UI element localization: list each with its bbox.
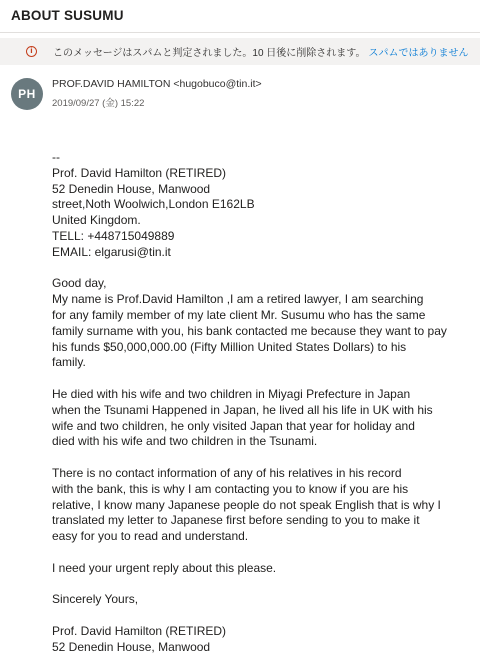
body-line: I need your urgent reply about this please. — [52, 560, 277, 575]
body-line: Prof. David Hamilton (RETIRED) — [52, 165, 227, 180]
message-subject: ABOUT SUSUMU — [0, 0, 480, 33]
body-line: -- — [52, 150, 60, 164]
body-line: 52 Denedin House, Manwood — [52, 639, 211, 654]
message-header — [0, 73, 480, 113]
body-line: wife and two children, he only visited Japan that year for holiday and — [52, 418, 415, 433]
body-line: translated my letter to Japanese first before sending to you to make it — [52, 513, 420, 528]
paragraph-3 — [52, 466, 462, 545]
body-line: for any family member of my late client Mr. Susumu who has the same — [52, 307, 426, 322]
body-line: Good day, — [52, 276, 107, 291]
paragraph-4 — [52, 561, 462, 577]
sender-name[interactable]: PROF.DAVID HAMILTON <hugobuco@tin.it> — [52, 78, 262, 90]
signature-bottom — [52, 624, 462, 656]
spam-notice-text: このメッセージはスパムと判定されました。10 日後に削除されます。 — [53, 48, 366, 59]
message-body — [52, 150, 462, 671]
message-date: 2019/09/27 (金) 15:22 — [52, 98, 145, 109]
body-line: street,Noth Woolwich,London E162LB — [52, 197, 255, 212]
body-line: family surname with you, his bank contacted me because they want to pay — [52, 323, 447, 338]
body-line: Sincerely Yours, — [52, 592, 139, 607]
body-line: died with his wife and two children in the Tsunami. — [52, 434, 318, 449]
avatar[interactable]: PH — [11, 78, 43, 110]
closing — [52, 592, 462, 608]
paragraph-1 — [52, 276, 462, 371]
body-line: easy for you to read and understand. — [52, 529, 249, 544]
body-line: TELL: +448715049889 — [52, 228, 175, 243]
info-icon: i — [26, 46, 37, 57]
signature-top — [52, 150, 462, 261]
body-line: relative, I know many Japanese people do not speak English that is why I — [52, 497, 441, 512]
body-line: My name is Prof.David Hamilton ,I am a retired lawyer, I am searching — [52, 292, 424, 307]
body-line: There is no contact information of any of his relatives in his record — [52, 465, 402, 480]
paragraph-2 — [52, 387, 462, 450]
not-spam-link[interactable]: スパムではありません — [368, 48, 469, 59]
body-line: United Kingdom. — [52, 213, 141, 228]
body-line: when the Tsunami Happened in Japan, he lived all his life in UK with his — [52, 402, 433, 417]
body-line: 52 Denedin House, Manwood — [52, 181, 211, 196]
body-line: He died with his wife and two children in Miyagi Prefecture in Japan — [52, 386, 411, 401]
body-line: EMAIL: elgarusi@tin.it — [52, 244, 171, 259]
body-line: his funds $50,000,000.00 (Fifty Million United States Dollars) to his — [52, 339, 407, 354]
body-line: with the bank, this is why I am contacting you to know if you are his — [52, 481, 409, 496]
spam-notice-bar — [0, 38, 480, 65]
body-line: family. — [52, 355, 86, 370]
body-line: Prof. David Hamilton (RETIRED) — [52, 623, 227, 638]
